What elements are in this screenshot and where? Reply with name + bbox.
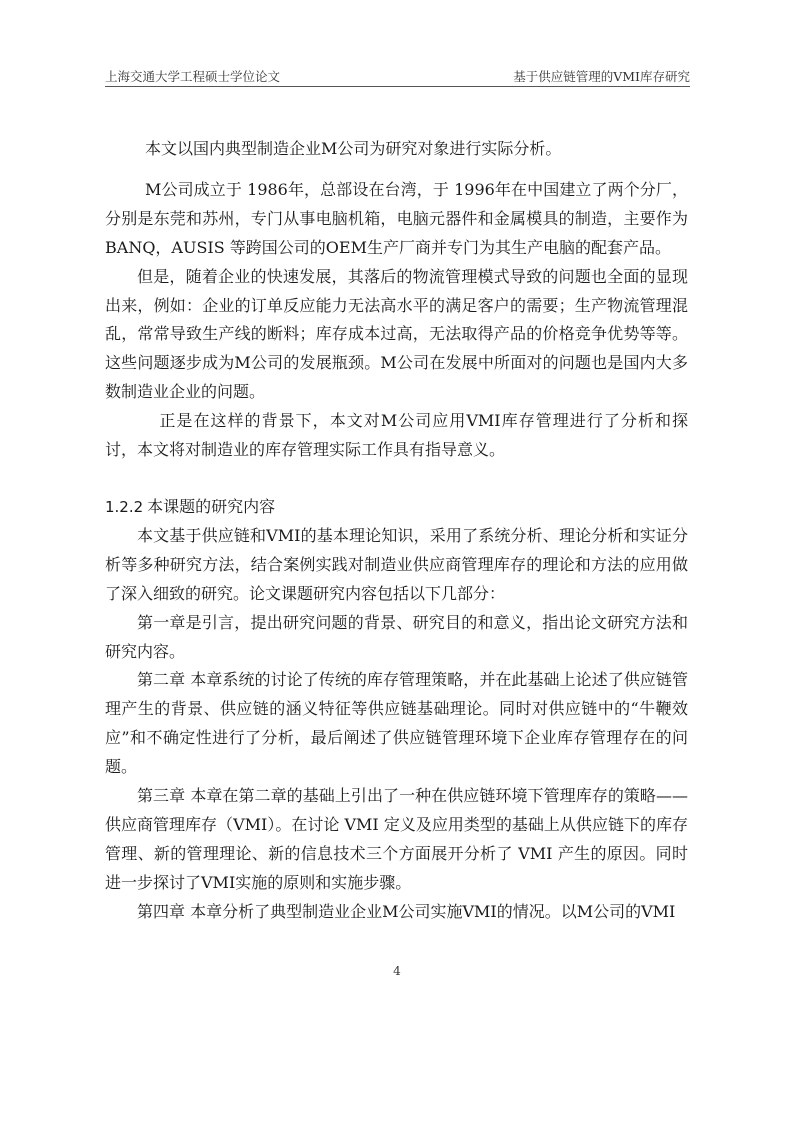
page-number: 4 <box>393 964 401 978</box>
paragraph-intro: 本文以国内典型制造企业M公司为研究对象进行实际分析。 <box>145 139 562 158</box>
paragraph-chapter-4: 第四章 本章分析了典型制造业企业M公司实施VMI的情况。以M公司的VMI <box>137 901 676 921</box>
paragraph-background: 正是在这样的背景下，本文对M公司应用VMI库存管理进行了分析和探讨，本文将对制造业的库存管理实际工作具有指导意义。 <box>105 411 688 460</box>
paragraph-chapter-1: 第一章是引言，提出研究问题的背景、研究目的和意义，指出论文研究方法和研究内容。 <box>105 612 688 661</box>
header-thesis-title: 基于供应链管理的VMI库存研究 <box>513 69 690 84</box>
header-thesis-label: 上海交通大学工程硕士学位论文 <box>105 69 281 84</box>
paragraph-research-methods: 本文基于供应链和VMI的基本理论知识，采用了系统分析、理论分析和实证分析等多种研究方法，结合案例实践对制造业供应商管理库存的理论和方法的应用做了深入细致的研究。论文课题研究内容包括以下几部分： <box>105 525 688 603</box>
running-header <box>105 64 690 87</box>
paragraph-chapter-3: 第三章 本章在第二章的基础上引出了一种在供应链环境下管理库存的策略——供应商管理库存（VMI）。在讨论 VMI 定义及应用类型的基础上从供应链下的库存管理、新的管理理论、新的信息技术三个方面展开分析了 VMI 产生的原因。同时进一步探讨了VMI实施的原则和实施步骤。 <box>105 786 688 892</box>
page-body <box>105 135 688 927</box>
paragraph-chapter-2: 第二章 本章系统的讨论了传统的库存管理策略，并在此基础上论述了供应链管理产生的背景、供应链的涵义特征等供应链基础理论。同时对供应链中的“牛鞭效应”和不确定性进行了分析，最后阐述了供应链管理环境下企业库存管理存在的问题。 <box>105 670 688 777</box>
section-title: 本课题的研究内容 <box>147 496 276 516</box>
paragraph-company: M公司成立于 1986年，总部设在台湾，于 1996年在中国建立了两个分厂，分别是东莞和苏州，专门从事电脑机箱，电脑元器件和金属模具的制造，主要作为BANQ，AUSIS 等跨国公司的OEM生产厂商并专门为其生产电脑的配套产品。 <box>105 179 688 257</box>
section-heading <box>105 493 688 522</box>
paragraph-problems: 但是，随着企业的快速发展，其落后的物流管理模式导致的问题也全面的显现出来，例如：企业的订单反应能力无法高水平的满足客户的需要；生产物流管理混乱，常常导致生产线的断料；库存成本过高，无法取得产品的价格竞争优势等等。这些问题逐步成为M公司的发展瓶颈。M公司在发展中所面对的问题也是国内大多数制造业企业的问题。 <box>105 266 688 402</box>
section-number: 1.2.2 <box>105 497 144 516</box>
